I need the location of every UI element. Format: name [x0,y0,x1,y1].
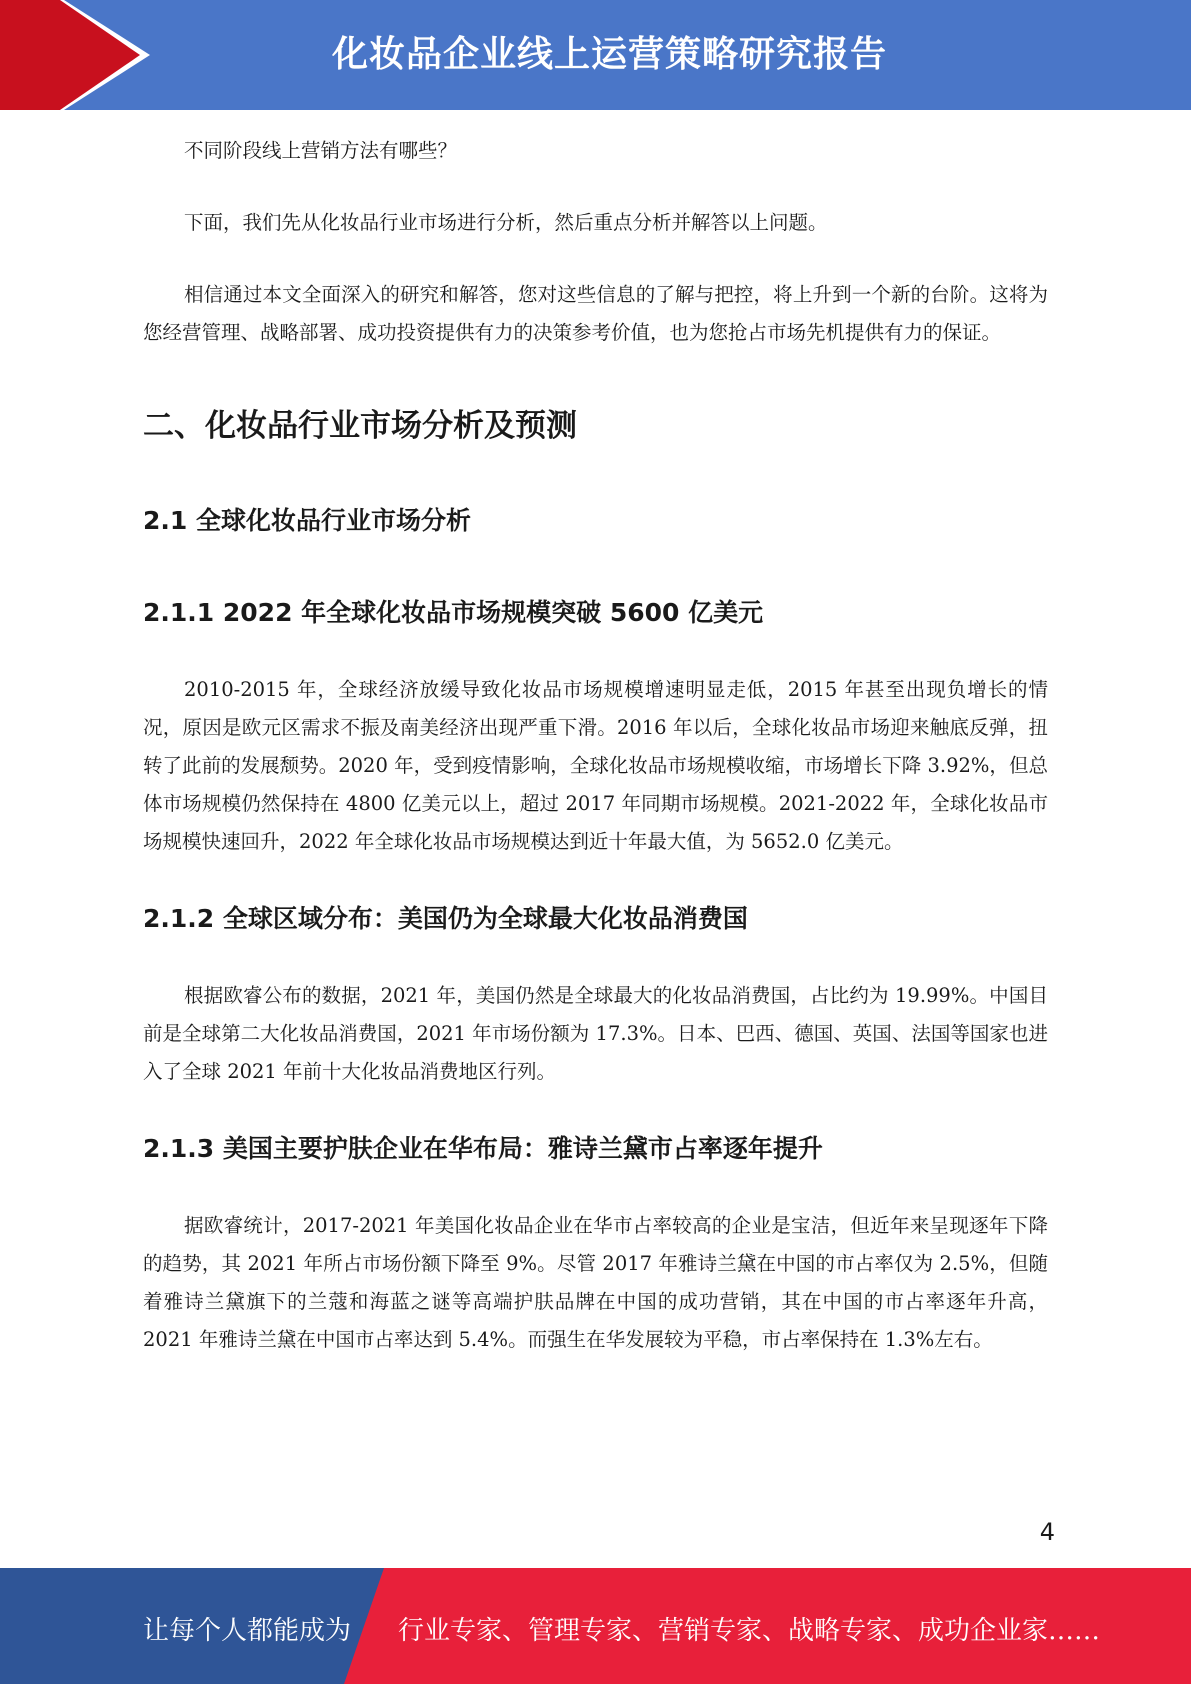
document-body [143,132,1048,1359]
paragraph: 根据欧睿公布的数据，2021 年，美国仍然是全球最大的化妆品消费国，占比约为 19.99%。中国目前是全球第二大化妆品消费国，2021 年市场份额为 17.3%。日本、巴西、德国、英国、法国等国家也进入了全球 2021 年前十大化妆品消费地区行列。 [143,984,1048,1083]
header-title: 化妆品企业线上运营策略研究报告 [331,34,887,75]
subsection-heading: 2.1.3 美国主要护肤企业在华布局：雅诗兰黛市占率逐年提升 [143,1134,823,1163]
paragraph: 据欧睿统计，2017-2021 年美国化妆品企业在华市占率较高的企业是宝洁，但近年来呈现逐年下降的趋势，其 2021 年所占市场份额下降至 9%。尽管 2017 年雅诗兰黛在中国的市占率仅为 2.5%，但随着雅诗兰黛旗下的兰蔻和海蓝之谜等高端护肤品牌在中国的成功营销，其在中国的市占率逐年升高，2021 年雅诗兰黛在中国市占率达到 5.4%。而强生在华发展较为平稳，市占率保持在 1.3%左右。 [143,1214,1048,1351]
subsection-heading: 2.1.1 2022 年全球化妆品市场规模突破 5600 亿美元 [143,598,764,627]
page-number: 4 [1039,1518,1055,1546]
footer-slogan-right: 行业专家、管理专家、营销专家、战略专家、成功企业家…… [398,1616,1101,1646]
paragraph: 2010-2015 年，全球经济放缓导致化妆品市场规模增速明显走低，2015 年甚至出现负增长的情况，原因是欧元区需求不振及南美经济出现严重下滑。2016 年以后，全球化妆品市场迎来触底反弹，扭转了此前的发展颓势。2020 年，受到疫情影响，全球化妆品市场规模收缩，市场增长下降 3.92%，但总体市场规模仍然保持在 4800 亿美元以上，超过 2017 年同期市场规模。2021-2022 年，全球化妆品市场规模快速回升，2022 年全球化妆品市场规模达到近十年最大值，为 5652.0 亿美元。 [143,678,1048,853]
page-header [0,0,1191,110]
footer-slogan-left: 让每个人都能成为 [143,1616,352,1646]
section-heading: 二、化妆品行业市场分析及预测 [143,408,577,444]
subsection-heading: 2.1 全球化妆品行业市场分析 [143,506,471,535]
subsection-heading: 2.1.2 全球区域分布：美国仍为全球最大化妆品消费国 [143,904,748,933]
paragraph: 不同阶段线上营销方法有哪些？ [184,139,458,162]
page-footer [0,1568,1191,1684]
paragraph: 相信通过本文全面深入的研究和解答，您对这些信息的了解与把控，将上升到一个新的台阶。这将为您经营管理、战略部署、成功投资提供有力的决策参考价值，也为您抢占市场先机提供有力的保证。 [143,283,1048,344]
paragraph: 下面，我们先从化妆品行业市场进行分析，然后重点分析并解答以上问题。 [184,211,828,234]
